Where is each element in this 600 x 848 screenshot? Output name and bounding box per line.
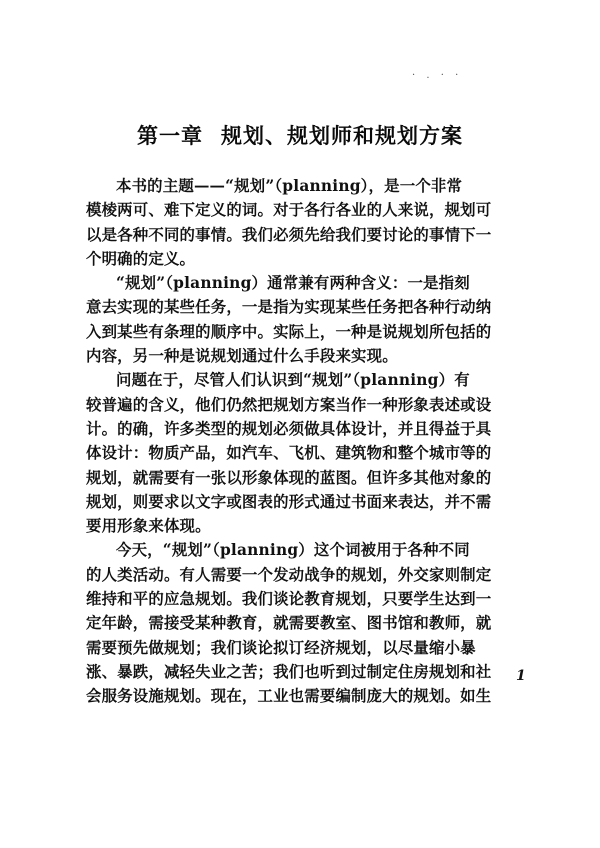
body-text [86,174,560,709]
text-line: 问题在于，尽管人们认识到“规划”（planning）有 [116,371,470,390]
text-line: 涨、暴跌，减轻失业之苦；我们也听到过制定住房规划和社 [86,662,492,681]
text-line: 今天，“规划”（planning）这个词被用于各种不同 [116,541,470,560]
text-line: 规划，则要求以文字或图表的形式通过书面来表达，并不需 [86,492,492,511]
text-line: 入到某些有条理的顺序中。实际上，一种是说规划所包括的 [86,322,492,341]
chapter-title: 规划、规划师和规划方案 [221,123,463,148]
chapter-heading [0,120,600,150]
page-number: 1 [516,668,526,684]
text-line: 需要预先做规划；我们谈论拟订经济规划，以尽量缩小暴 [86,638,476,657]
chapter-label: 第一章 [137,123,203,148]
text-line: 计。的确，许多类型的规划必须做具体设计，并且得益于具 [86,419,492,438]
text-line: 意去实现的某些任务，一是指为实现某些任务把各种行动纳 [86,298,492,317]
text-line: 个明确的定义。 [86,249,196,268]
text-line: 本书的主题——“规划”（planning），是一个非常 [116,177,463,195]
text-line: 会服务设施规划。现在，工业也需要编制庞大的规划。如生 [86,687,492,706]
text-line: 的人类活动。有人需要一个发动战争的规划，外交家则制定 [86,565,492,584]
text-line: 定年龄，需接受某种教育，就需要教室、图书馆和教师，就 [86,614,492,633]
text-line: 内容，另一种是说规划通过什么手段来实现。 [86,347,398,366]
text-line: 体设计：物质产品，如汽车、飞机、建筑物和整个城市等的 [86,444,492,463]
text-line: 规划，就需要有一张以形象体现的蓝图。但许多其他对象的 [86,468,492,487]
text-line: 模棱两可、难下定义的词。对于各行各业的人来说，规划可 [86,201,492,220]
text-line: “规划”（planning）通常兼有两种含义：一是指刻 [116,274,470,293]
text-line: 以是各种不同的事情。我们必须先给我们要讨论的事情下一 [86,225,492,244]
text-line: 维持和平的应急规划。我们谈论教育规划，只要学生达到一 [86,590,492,609]
text-line: 较普遍的含义，他们仍然把规划方案当作一种形象表述或设 [86,395,492,414]
text-line: 要用形象来体现。 [86,517,211,536]
scan-specks: · . · · [412,70,463,81]
